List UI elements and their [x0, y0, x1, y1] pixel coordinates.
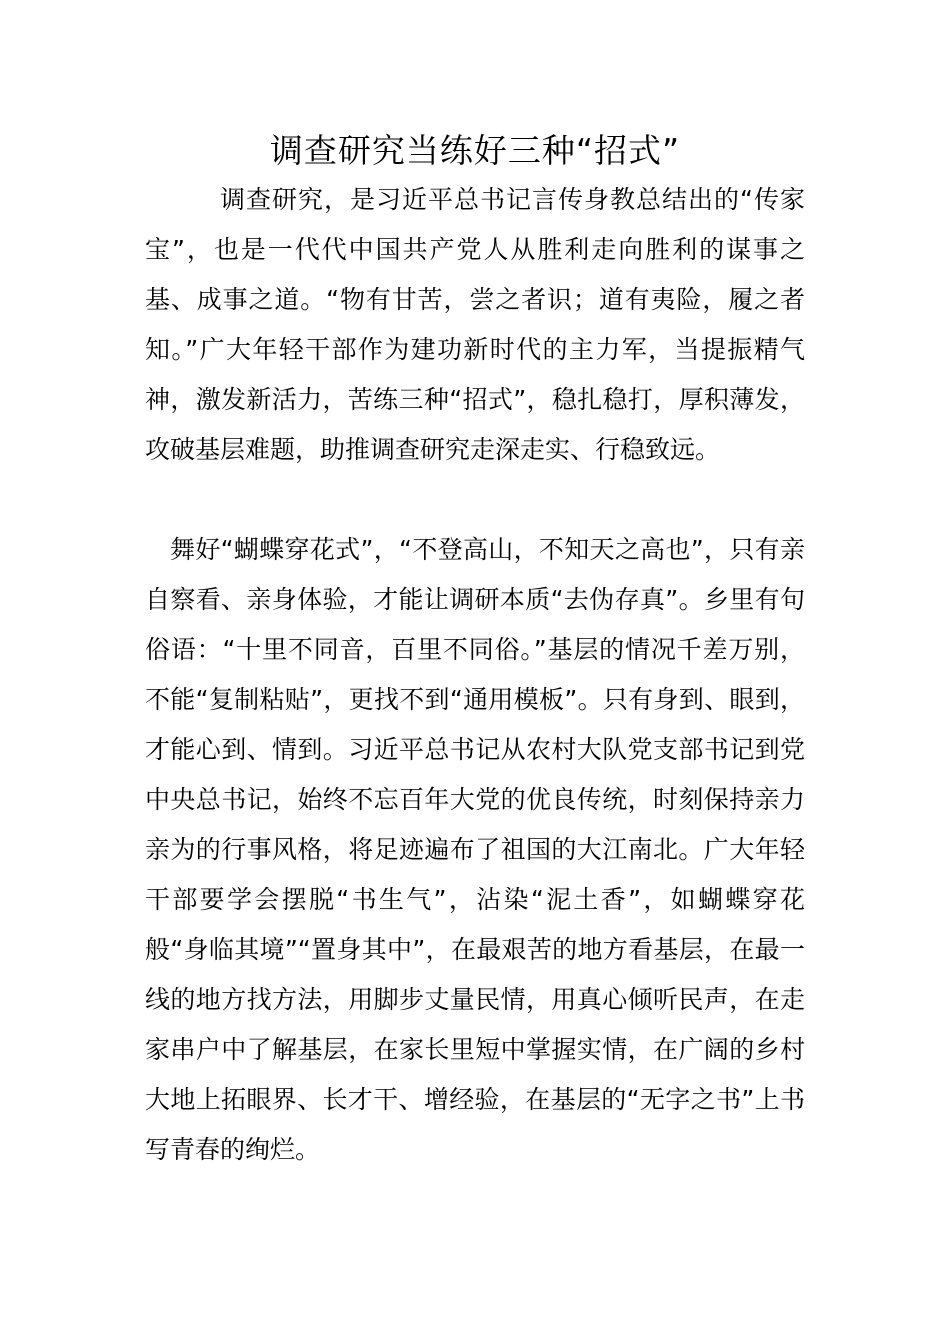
- document-title: 调查研究当练好三种“招式”: [269, 131, 681, 170]
- paragraph-intro: 调查研究，是习近平总书记言传身教总结出的“传家宝”，也是一代代中国共产党人从胜利走向胜利的谋事之基、成事之道。“物有甘苦，尝之者识；道有夷险，履之者知。”广大年轻干部作为建功新时代的主力军，当提振精气神，激发新活力，苦练三种“招式”，稳扎稳打，厚积薄发，攻破基层难题，助推调查研究走深走实、行稳致远。: [145, 185, 805, 464]
- paragraph-butterfly-style: 舞好“蝴蝶穿花式”，“不登高山，不知天之高也”，只有亲自察看、亲身体验，才能让调研本质“去伪存真”。乡里有句俗语：“十里不同音，百里不同俗。”基层的情况千差万别，不能“复制粘贴”，更找不到“通用模板”。只有身到、眼到，才能心到、情到。习近平总书记从农村大队党支部书记到党中央总书记，始终不忘百年大党的优良传统，时刻保持亲力亲为的行事风格，将足迹遍布了祖国的大江南北。广大年轻干部要学会摆脱“书生气”，沾染“泥土香”，如蝴蝶穿花般“身临其境”“置身其中”，在最艰苦的地方看基层，在最一线的地方找方法，用脚步丈量民情，用真心倾听民声，在走家串户中了解基层，在家长里短中掌握实情，在广阔的乡村大地上拓眼界、长才干、增经验，在基层的“无字之书”上书写青春的绚烂。: [145, 535, 805, 1164]
